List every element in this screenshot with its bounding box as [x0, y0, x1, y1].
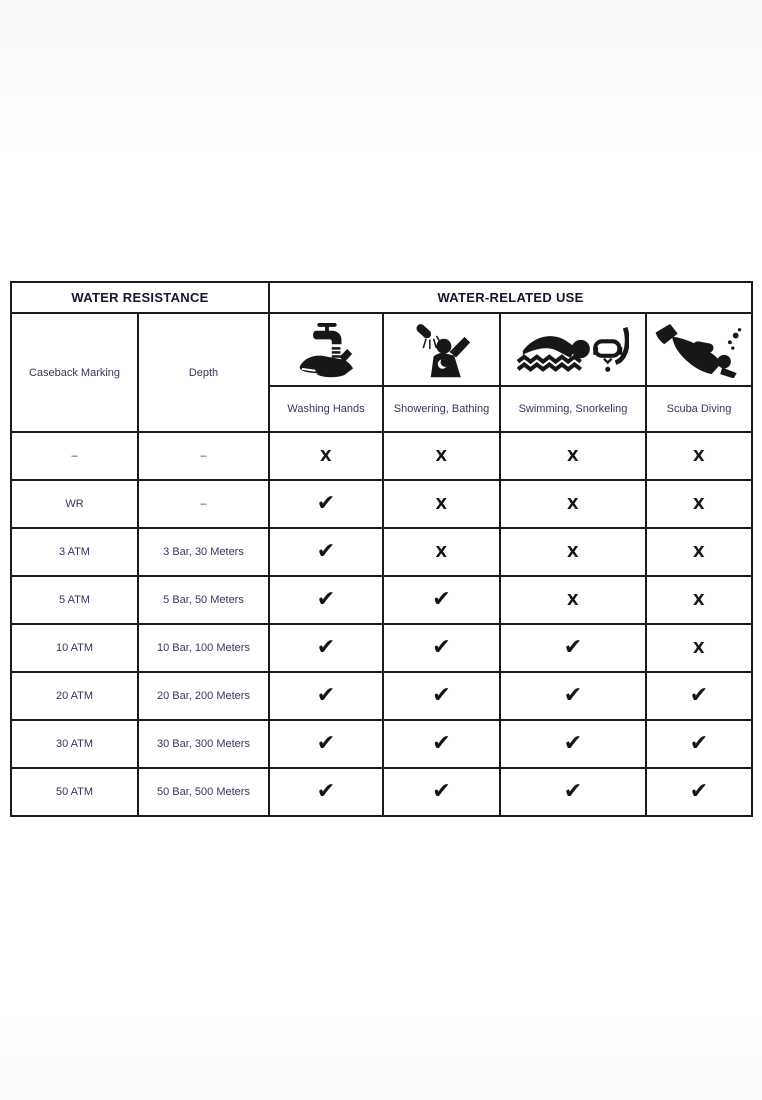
use-mark: ✔ — [269, 672, 383, 720]
caseback-marking-column-header: Caseback Marking — [11, 313, 138, 432]
use-mark: X — [500, 480, 646, 528]
depth-value: – — [138, 432, 269, 480]
depth-value: 10 Bar, 100 Meters — [138, 624, 269, 672]
use-mark: ✔ — [269, 768, 383, 816]
use-mark: ✔ — [269, 480, 383, 528]
swimming-snorkeling-icon — [501, 322, 645, 378]
use-column-label-scuba-diving: Scuba Diving — [646, 386, 752, 432]
depth-column-header: Depth — [138, 313, 269, 432]
use-mark: X — [500, 576, 646, 624]
depth-value: 3 Bar, 30 Meters — [138, 528, 269, 576]
use-mark: ✔ — [269, 576, 383, 624]
table-row — [11, 672, 752, 720]
use-mark: ✔ — [500, 672, 646, 720]
use-mark: ✔ — [383, 576, 500, 624]
washing-hands-icon-cell — [269, 313, 383, 386]
depth-value: – — [138, 480, 269, 528]
use-mark: ✔ — [269, 624, 383, 672]
table-row — [11, 432, 752, 480]
use-mark: ✔ — [383, 624, 500, 672]
use-mark: ✔ — [646, 672, 752, 720]
use-mark: X — [500, 528, 646, 576]
use-mark: ✔ — [269, 528, 383, 576]
use-column-label-showering-bathing: Showering, Bathing — [383, 386, 500, 432]
caseback-marking-value: 3 ATM — [11, 528, 138, 576]
use-mark: X — [646, 480, 752, 528]
table-row — [11, 576, 752, 624]
table-row — [11, 768, 752, 816]
caseback-marking-value: 5 ATM — [11, 576, 138, 624]
table-row — [11, 480, 752, 528]
use-mark: X — [646, 576, 752, 624]
washing-hands-icon — [270, 322, 382, 378]
group-header-row — [11, 282, 752, 313]
scuba-diving-icon-cell — [646, 313, 752, 386]
use-mark: X — [646, 528, 752, 576]
water-resistance-header: WATER RESISTANCE — [11, 282, 269, 313]
use-mark: ✔ — [500, 720, 646, 768]
caseback-marking-value: 30 ATM — [11, 720, 138, 768]
caseback-marking-value: WR — [11, 480, 138, 528]
depth-value: 20 Bar, 200 Meters — [138, 672, 269, 720]
use-mark: ✔ — [383, 672, 500, 720]
depth-value: 50 Bar, 500 Meters — [138, 768, 269, 816]
icon-header-row — [11, 313, 752, 386]
use-column-label-washing-hands: Washing Hands — [269, 386, 383, 432]
showering-bathing-icon — [384, 322, 499, 378]
use-mark: X — [383, 528, 500, 576]
caseback-marking-value: – — [11, 432, 138, 480]
use-mark: X — [646, 432, 752, 480]
use-mark: X — [383, 432, 500, 480]
use-mark: ✔ — [269, 720, 383, 768]
table-row — [11, 528, 752, 576]
caseback-marking-value: 20 ATM — [11, 672, 138, 720]
caseback-marking-value: 10 ATM — [11, 624, 138, 672]
use-mark: X — [500, 432, 646, 480]
water-related-use-header: WATER-RELATED USE — [269, 282, 752, 313]
use-mark: ✔ — [646, 768, 752, 816]
use-mark: X — [383, 480, 500, 528]
use-mark: X — [646, 624, 752, 672]
use-column-label-swimming-snorkeling: Swimming, Snorkeling — [500, 386, 646, 432]
use-mark: ✔ — [383, 720, 500, 768]
water-resistance-table — [10, 281, 753, 817]
use-mark: X — [269, 432, 383, 480]
depth-value: 30 Bar, 300 Meters — [138, 720, 269, 768]
swimming-snorkeling-icon-cell — [500, 313, 646, 386]
table-row — [11, 720, 752, 768]
scuba-diving-icon — [647, 322, 751, 378]
use-mark: ✔ — [646, 720, 752, 768]
showering-bathing-icon-cell — [383, 313, 500, 386]
use-mark: ✔ — [500, 624, 646, 672]
caseback-marking-value: 50 ATM — [11, 768, 138, 816]
depth-value: 5 Bar, 50 Meters — [138, 576, 269, 624]
table-row — [11, 624, 752, 672]
use-mark: ✔ — [500, 768, 646, 816]
use-mark: ✔ — [383, 768, 500, 816]
